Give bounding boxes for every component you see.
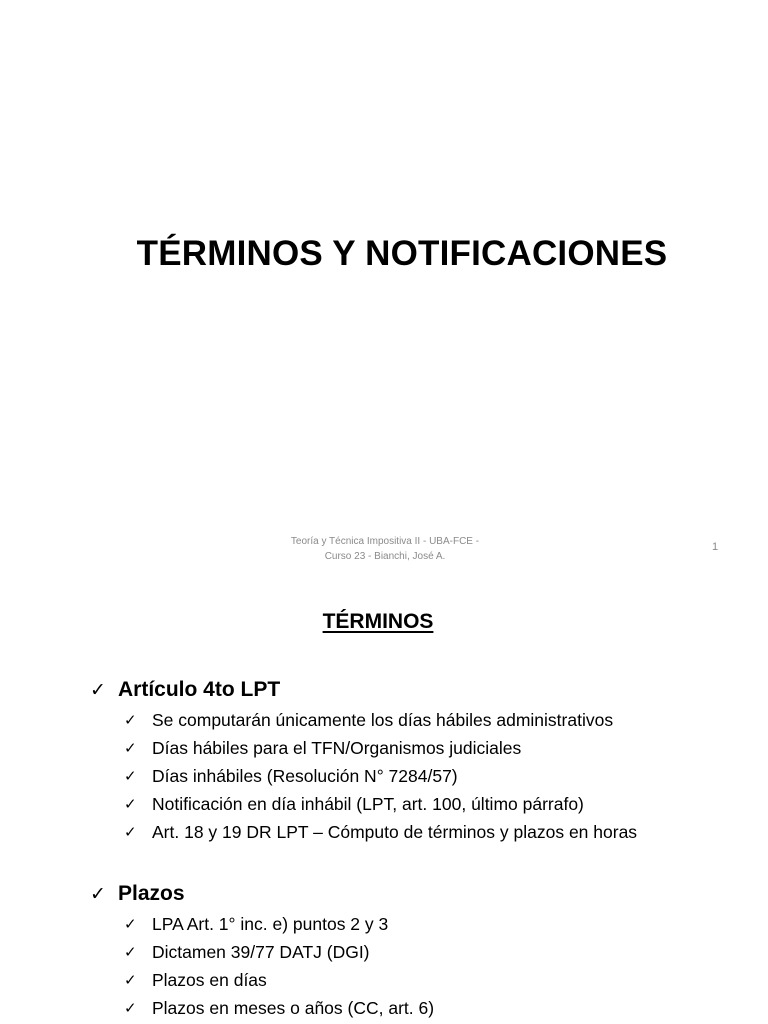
checkmark-icon: ✓ bbox=[90, 883, 106, 905]
list-item bbox=[124, 706, 750, 734]
section-title-row bbox=[90, 674, 750, 706]
list-item bbox=[124, 938, 750, 966]
list-item bbox=[124, 966, 750, 994]
list-item bbox=[124, 762, 750, 790]
section-plazos bbox=[90, 878, 750, 1022]
footer-line-2: Curso 23 - Bianchi, José A. bbox=[324, 551, 446, 562]
checkmark-icon: ✓ bbox=[124, 711, 137, 729]
list-item-text: Dictamen 39/77 DATJ (DGI) bbox=[152, 941, 370, 962]
checkmark-icon: ✓ bbox=[124, 739, 137, 757]
list-item bbox=[124, 734, 750, 762]
checkmark-icon: ✓ bbox=[124, 971, 137, 989]
bullet-list bbox=[90, 910, 750, 1022]
checkmark-icon: ✓ bbox=[124, 823, 137, 841]
checkmark-icon: ✓ bbox=[124, 943, 137, 961]
checkmark-icon: ✓ bbox=[90, 679, 106, 701]
list-item bbox=[124, 818, 750, 846]
checkmark-icon: ✓ bbox=[124, 999, 137, 1017]
list-item-text: Art. 18 y 19 DR LPT – Cómputo de términos y plazos en horas bbox=[152, 821, 638, 842]
checkmark-icon: ✓ bbox=[124, 915, 137, 933]
checkmark-icon: ✓ bbox=[124, 795, 137, 813]
list-item-text: LPA Art. 1° inc. e) puntos 2 y 3 bbox=[152, 913, 389, 934]
section-title: Plazos bbox=[118, 882, 185, 905]
page-number: 1 bbox=[712, 541, 719, 553]
section-title: Artículo 4to LPT bbox=[118, 678, 281, 701]
section-articulo-4to bbox=[90, 674, 750, 846]
list-item bbox=[124, 910, 750, 938]
list-item-text: Plazos en meses o años (CC, art. 6) bbox=[152, 997, 435, 1018]
list-item-text: Notificación en día inhábil (LPT, art. 100, último párrafo) bbox=[152, 793, 584, 814]
section-title-row bbox=[90, 878, 750, 910]
bullet-list bbox=[90, 706, 750, 846]
list-item bbox=[124, 790, 750, 818]
section-heading: TÉRMINOS bbox=[322, 610, 434, 633]
list-item-text: Días inhábiles (Resolución N° 7284/57) bbox=[152, 765, 458, 786]
slide-footer bbox=[233, 534, 537, 564]
checkmark-icon: ✓ bbox=[124, 767, 137, 785]
list-item-text: Días hábiles para el TFN/Organismos judiciales bbox=[152, 737, 522, 758]
list-item bbox=[124, 994, 750, 1022]
list-item-text: Plazos en días bbox=[152, 969, 267, 990]
slide-title: TÉRMINOS Y NOTIFICACIONES bbox=[136, 234, 668, 273]
footer-line-1: Teoría y Técnica Impositiva II - UBA-FCE - bbox=[290, 536, 480, 547]
list-item-text: Se computarán únicamente los días hábiles administrativos bbox=[152, 709, 614, 730]
slide-2 bbox=[0, 576, 768, 1024]
